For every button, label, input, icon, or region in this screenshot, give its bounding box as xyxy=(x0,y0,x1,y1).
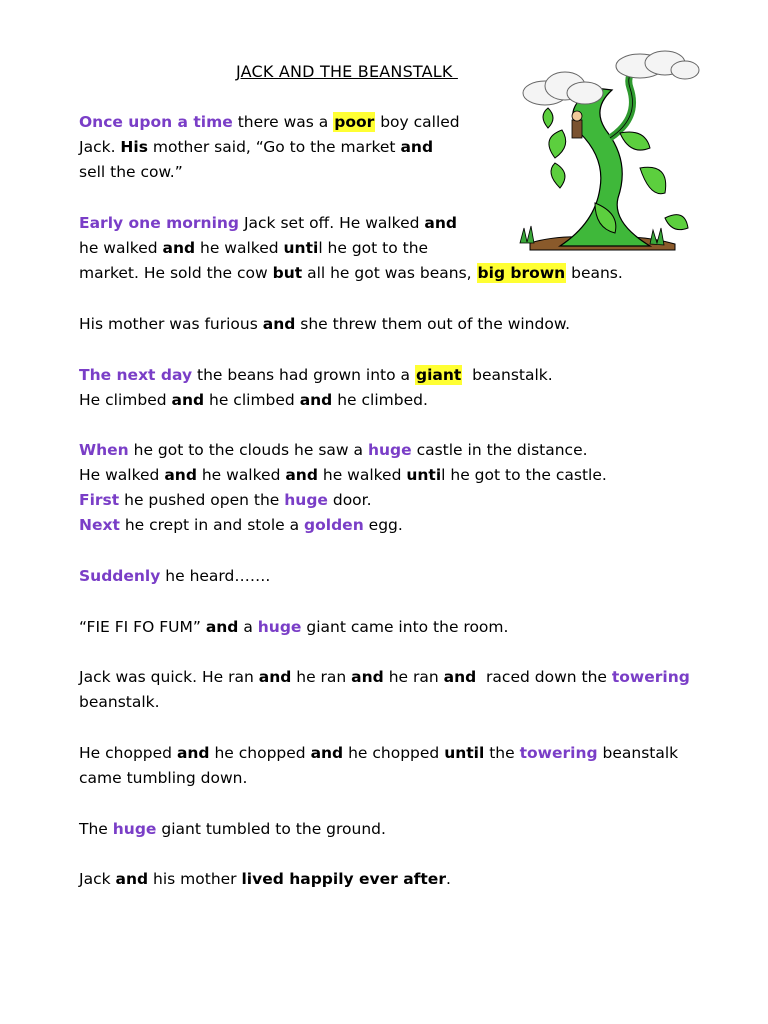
story-line xyxy=(79,766,678,791)
bold-connective: unti xyxy=(406,466,442,484)
story-text: she threw them out of the window. xyxy=(295,315,571,333)
bold-connective: and xyxy=(299,391,333,409)
connective-phrase: Suddenly xyxy=(79,567,161,585)
story-text: egg. xyxy=(363,516,403,534)
bold-connective: and xyxy=(262,315,296,333)
story-line xyxy=(79,513,607,538)
story-line xyxy=(79,236,623,261)
story-paragraph xyxy=(79,110,460,185)
story-text: he walked xyxy=(195,239,284,257)
bold-connective: and xyxy=(115,870,149,888)
story-line xyxy=(79,438,607,463)
story-line xyxy=(79,615,508,640)
story-line xyxy=(79,388,553,413)
bold-connective: but xyxy=(272,264,303,282)
story-text: came tumbling down. xyxy=(79,769,248,787)
story-text: beanstalk. xyxy=(79,693,160,711)
story-line xyxy=(79,135,460,160)
story-text: he chopped xyxy=(209,744,311,762)
story-text: He climbed xyxy=(79,391,172,409)
story-paragraph xyxy=(79,363,553,413)
connective-phrase: When xyxy=(79,441,129,459)
story-text: l he got to the castle. xyxy=(441,466,607,484)
connective-phrase: First xyxy=(79,491,120,509)
story-title: JACK AND THE BEANSTALK xyxy=(236,62,458,81)
connective-phrase: Once upon a time xyxy=(79,113,233,131)
story-line xyxy=(79,110,460,135)
story-text: Jack xyxy=(79,870,116,888)
bold-connective: and xyxy=(205,618,239,636)
bold-connective: and xyxy=(424,214,458,232)
story-text: he heard……. xyxy=(160,567,271,585)
bold-connective: and xyxy=(176,744,210,762)
story-text: he walked xyxy=(79,239,163,257)
story-text: . xyxy=(445,870,451,888)
bold-connective: until xyxy=(444,744,485,762)
story-paragraph xyxy=(79,817,386,842)
connective-phrase: huge xyxy=(284,491,328,509)
story-text: he walked xyxy=(196,466,286,484)
connective-phrase: towering xyxy=(519,744,598,762)
story-text: Jack. xyxy=(79,138,121,156)
story-text: He walked xyxy=(79,466,165,484)
story-text: he ran xyxy=(291,668,352,686)
bold-connective: and xyxy=(171,391,205,409)
connective-phrase: towering xyxy=(611,668,690,686)
connective-phrase: huge xyxy=(112,820,157,838)
story-paragraph xyxy=(79,615,508,640)
story-line xyxy=(79,312,570,337)
story-text: mother said, “Go to the market xyxy=(147,138,401,156)
story-paragraph xyxy=(79,564,270,589)
story-line xyxy=(79,488,607,513)
story-text: raced down the xyxy=(476,668,612,686)
highlighted-adjective: poor xyxy=(334,113,375,131)
bold-connective: and xyxy=(162,239,196,257)
bold-connective: and xyxy=(310,744,344,762)
connective-phrase: huge xyxy=(257,618,302,636)
bold-connective: and xyxy=(258,668,292,686)
bold-connective: and xyxy=(351,668,384,686)
connective-phrase: golden xyxy=(304,516,364,534)
story-text: he crept in and stole a xyxy=(119,516,305,534)
story-text: his mother xyxy=(148,870,242,888)
story-line xyxy=(79,211,623,236)
story-text: Jack was quick. He ran xyxy=(79,668,259,686)
story-text: market. He sold the cow xyxy=(79,264,273,282)
story-text: He chopped xyxy=(79,744,177,762)
story-text: a xyxy=(238,618,258,636)
story-paragraph xyxy=(79,312,570,337)
story-paragraph xyxy=(79,867,451,892)
connective-phrase: huge xyxy=(367,441,412,459)
bold-connective: and xyxy=(164,466,197,484)
highlighted-adjective: big brown xyxy=(477,264,566,282)
story-text: “FIE FI FO FUM” xyxy=(79,618,206,636)
connective-phrase: The next day xyxy=(79,366,193,384)
story-paragraph xyxy=(79,438,607,538)
story-line xyxy=(79,741,678,766)
story-text: l he got to the xyxy=(318,239,429,257)
story-text: he chopped xyxy=(343,744,445,762)
story-line xyxy=(79,463,607,488)
story-text: beanstalk. xyxy=(462,366,553,384)
story-text: giant tumbled to the ground. xyxy=(156,820,386,838)
story-text: he ran xyxy=(383,668,444,686)
story-text: sell the cow.” xyxy=(79,163,183,181)
story-text: Jack set off. He walked xyxy=(239,214,425,232)
story-text: he climbed xyxy=(204,391,300,409)
bold-connective: His xyxy=(120,138,148,156)
bold-connective: and xyxy=(443,668,477,686)
connective-phrase: Next xyxy=(79,516,120,534)
story-text: castle in the distance. xyxy=(411,441,588,459)
story-line xyxy=(79,363,553,388)
story-paragraph xyxy=(79,741,678,791)
story-text: he climbed. xyxy=(332,391,428,409)
story-text: all he got was beans, xyxy=(302,264,477,282)
bold-connective: and xyxy=(285,466,318,484)
story-text: The xyxy=(79,820,113,838)
story-line xyxy=(79,867,451,892)
highlighted-adjective: giant xyxy=(415,366,462,384)
story-text: he walked xyxy=(317,466,407,484)
bold-connective: and xyxy=(400,138,434,156)
story-text: beans. xyxy=(566,264,623,282)
connective-phrase: Early one morning xyxy=(79,214,240,232)
story-paragraph xyxy=(79,211,623,286)
story-paragraph xyxy=(79,665,690,715)
story-text: His mother was furious xyxy=(79,315,263,333)
story-text: there was a xyxy=(232,113,334,131)
story-text: boy called xyxy=(375,113,460,131)
story-line xyxy=(79,690,690,715)
story-text: the xyxy=(484,744,520,762)
story-line xyxy=(79,564,270,589)
story-text: he pushed open the xyxy=(119,491,285,509)
story-text: he got to the clouds he saw a xyxy=(128,441,368,459)
bold-connective: unti xyxy=(283,239,319,257)
story-text: the beans had grown into a xyxy=(192,366,415,384)
story-line xyxy=(79,261,623,286)
story-text: door. xyxy=(327,491,372,509)
bold-connective: lived happily ever after xyxy=(241,870,446,888)
story-text: giant came into the room. xyxy=(301,618,509,636)
story-line xyxy=(79,817,386,842)
story-line xyxy=(79,160,460,185)
story-line xyxy=(79,665,690,690)
story-text: beanstalk xyxy=(597,744,679,762)
